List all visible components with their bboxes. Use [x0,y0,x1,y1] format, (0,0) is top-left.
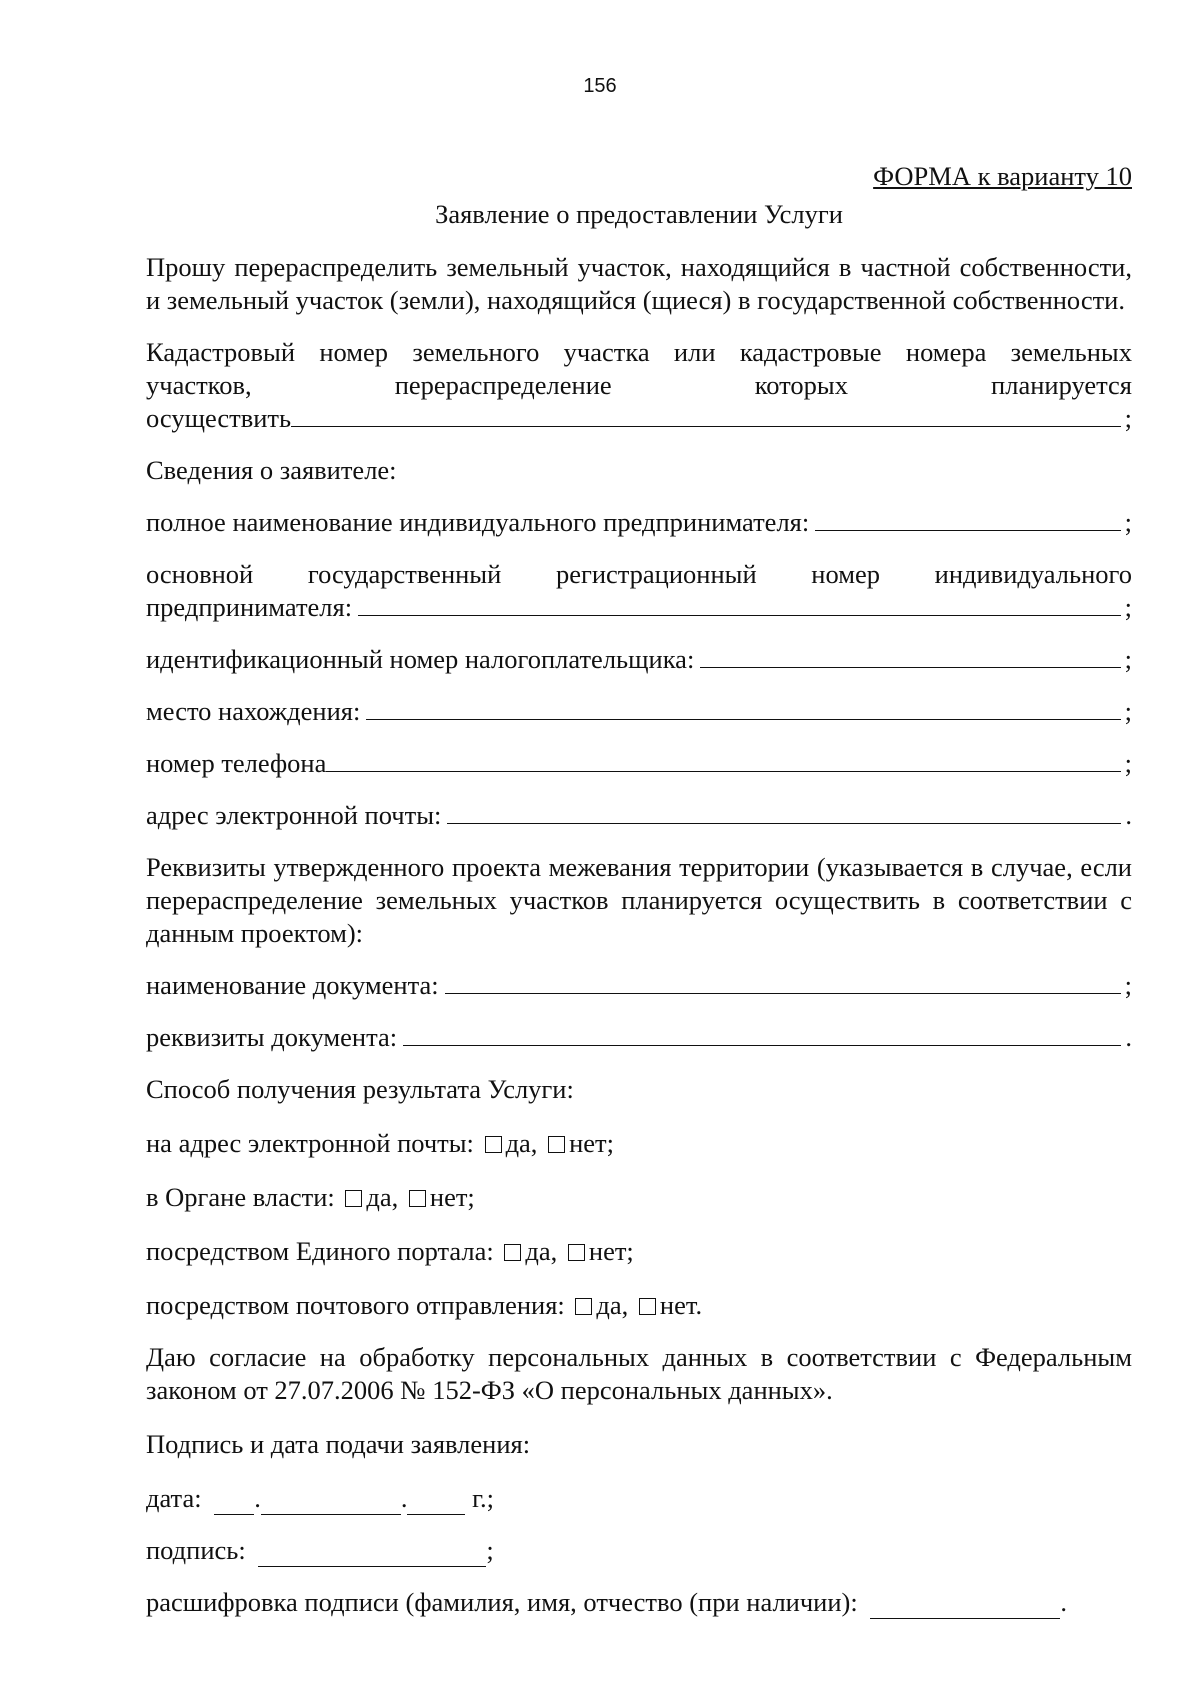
ogrn-word: основной [146,559,254,589]
cadastral-word: планируется [991,370,1132,400]
delivery-option-label: на адрес электронной почты: [146,1128,474,1158]
date-row: дата: . . г.; [146,1483,494,1513]
ogrn-line-1 [146,558,1132,591]
yes-label: да, [525,1236,558,1266]
page-number: 156 [583,75,617,97]
no-checkbox[interactable] [409,1190,426,1207]
phone-row [146,747,1132,780]
end-mark: ; [1124,748,1132,778]
document-title: Заявление о предоставлении Услуги [435,199,843,229]
no-label: нет; [588,1236,634,1266]
ogrn-field[interactable] [358,591,1121,616]
cadastral-word: которых [754,370,848,400]
full-name-field[interactable] [815,506,1120,531]
cadastral-line-2 [146,369,1132,402]
yes-label: да, [596,1290,629,1320]
delivery-option [146,1235,1132,1268]
yes-checkbox[interactable] [485,1136,502,1153]
full-name-row [146,506,1132,539]
doc-name-field[interactable] [445,969,1121,994]
cadastral-word: перераспределение [394,370,612,400]
delivery-option [146,1127,1132,1160]
full-name-label: полное наименование индивидуального предпринимателя: [146,507,810,537]
cadastral-number-field[interactable] [291,402,1121,427]
cadastral-label: осуществить [146,403,292,433]
yes-checkbox[interactable] [345,1190,362,1207]
cadastral-block [146,336,1132,435]
date-day-field[interactable] [214,1492,254,1515]
inn-label: идентификационный номер налогоплательщика: [146,644,695,674]
signature-decoding-label: расшифровка подписи (фамилия, имя, отчество (при наличии): [146,1587,858,1617]
ogrn-word: регистрационный [555,559,757,589]
email-label: адрес электронной почты: [146,800,442,830]
end-mark: ; [1124,403,1132,433]
signature-decoding-field[interactable] [870,1596,1060,1619]
request-paragraph: Прошу перераспределить земельный участок, находящийся в частной собственности, и земельный участок (земли), находящийся (щиеся) в государственной собственности. [146,252,1132,315]
end-mark: ; [1124,696,1132,726]
ogrn-block [146,558,1132,624]
date-label: дата: [146,1483,202,1513]
end-mark: ; [1124,592,1132,622]
doc-requisites-row [146,1021,1132,1054]
yes-checkbox[interactable] [504,1244,521,1261]
signature-decoding-row [146,1586,1132,1619]
email-field[interactable] [447,799,1121,824]
delivery-option [146,1289,1132,1322]
location-label: место нахождения: [146,696,361,726]
signature-field[interactable] [258,1544,486,1567]
ogrn-word: государственный [307,559,502,589]
signature-heading: Подпись и дата подачи заявления: [146,1429,531,1459]
inn-field[interactable] [700,643,1120,668]
project-paragraph: Реквизиты утвержденного проекта межевания территории (указывается в случае, если перераспределение земельных участков планируется осуществить в соответствии с данным проектом): [146,852,1132,948]
end-mark: ; [1124,507,1132,537]
delivery-option-label: в Органе власти: [146,1182,335,1212]
end-mark: . [1125,800,1132,830]
location-row [146,695,1132,728]
location-field[interactable] [366,695,1120,720]
no-checkbox[interactable] [639,1298,656,1315]
no-label: нет; [429,1182,475,1212]
date-year-field[interactable] [407,1492,465,1515]
no-label: нет. [659,1290,703,1320]
email-row [146,799,1132,832]
delivery-option-label: посредством почтового отправления: [146,1290,565,1320]
no-checkbox[interactable] [548,1136,565,1153]
ogrn-word: номер [811,559,881,589]
ogrn-word: индивидуального [934,559,1132,589]
end-mark: ; [486,1535,494,1565]
cadastral-word: участков, [146,370,252,400]
cadastral-line-1: Кадастровый номер земельного участка или кадастровые номера земельных [146,337,1132,367]
doc-name-label: наименование документа: [146,970,439,1000]
applicant-heading: Сведения о заявителе: [146,455,397,485]
date-suffix: г.; [472,1483,494,1513]
doc-name-row [146,969,1132,1002]
delivery-heading: Способ получения результата Услуги: [146,1074,574,1104]
inn-row [146,643,1132,676]
consent-paragraph: Даю согласие на обработку персональных данных в соответствии с Федеральным законом от 27.07.2006 № 152-ФЗ «О персональных данных». [146,1342,1132,1405]
form-content [146,160,1132,1619]
date-month-field[interactable] [261,1492,401,1515]
delivery-option [146,1181,1132,1214]
end-mark: ; [1124,970,1132,1000]
yes-label: да, [505,1128,538,1158]
end-mark: ; [1124,644,1132,674]
phone-label: номер телефона [146,748,327,778]
yes-label: да, [366,1182,399,1212]
ogrn-label: предпринимателя: [146,592,353,622]
doc-requisites-field[interactable] [403,1021,1121,1046]
ogrn-line-2 [146,591,1132,624]
delivery-option-label: посредством Единого портала: [146,1236,494,1266]
end-mark: . [1125,1022,1132,1052]
signature-label: подпись: [146,1535,246,1565]
form-reference: ФОРМА к варианту 10 [873,161,1132,191]
end-mark: . [1060,1587,1067,1617]
signature-row [146,1534,1132,1567]
yes-checkbox[interactable] [575,1298,592,1315]
phone-field[interactable] [326,747,1120,772]
cadastral-line-3 [146,402,1132,435]
doc-requisites-label: реквизиты документа: [146,1022,398,1052]
no-checkbox[interactable] [568,1244,585,1261]
no-label: нет; [569,1128,614,1158]
